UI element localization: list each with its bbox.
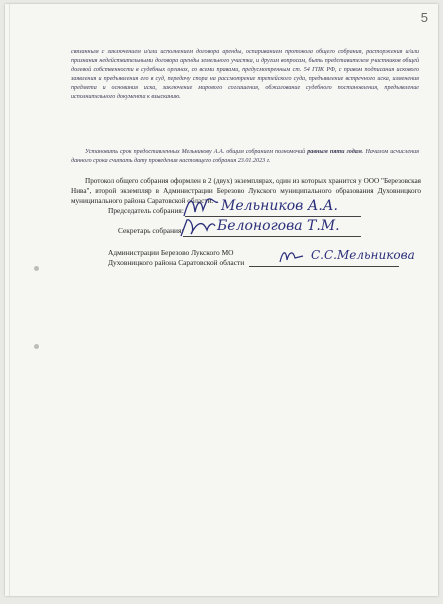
binder-hole — [34, 266, 39, 271]
admin-sign-line — [249, 266, 399, 267]
scan-edge — [9, 4, 10, 596]
secretary-label: Секретарь собрания: — [118, 226, 184, 235]
admin-label-line2: Духовницкого района Саратовской области — [108, 258, 245, 267]
term-paragraph — [71, 148, 419, 166]
admin-label-line1: Администрации Березово Лукского МО — [108, 248, 234, 257]
document-page — [5, 4, 438, 596]
binder-hole — [34, 344, 39, 349]
secretary-handwritten-name: Белоногова Т.М. — [217, 218, 340, 234]
admin-signature-mark — [277, 246, 307, 266]
chairman-handwritten-name: Мельников А.А. — [221, 198, 338, 214]
admin-handwritten-name: С.С.Мельникова — [311, 248, 415, 262]
term-text-before: Установить срок предоставленных Мельникову А.А. общим собранием полномочий — [85, 149, 308, 155]
secretary-signature-mark — [177, 216, 217, 240]
chairman-label: Председатель собрания: — [108, 206, 184, 215]
powers-paragraph: связанным с заключением и/или исполнением договора аренды, оспариванием протокола общего собрания, расторжения и/или признания недействительными договора аренды земельного участка, и другим вопросам, быть представителем участников общей долевой собственности в судебных органах, со всеми правами, предусмотренным ст. 54 ГПК РФ, с правом подписания искового заявления и предъявления его в суд, передачу спора на рассмотрение третейского суда, предъявление встречного иска, изменения предмета и основания иска, заключение мирового соглашения, обжалование судебного постановления, предъявление исполнительного документа к взысканию. — [71, 49, 419, 100]
page-number: 5 — [420, 10, 428, 25]
term-text-after: . Началом исчисления данного срока считать дату проведения настоящего собрания 23.01.2023 г. — [71, 149, 419, 164]
copies-paragraph: Протокол общего собрания оформлен в 2 (двух) экземплярах, один из которых хранится у ООО "Березовская Нива", второй экземпляр в Администрации Березово Лукского муниципального образования Духовницкого муниципального района Саратовской области. — [71, 177, 421, 205]
term-bold-text: равным пяти годам — [307, 149, 362, 155]
